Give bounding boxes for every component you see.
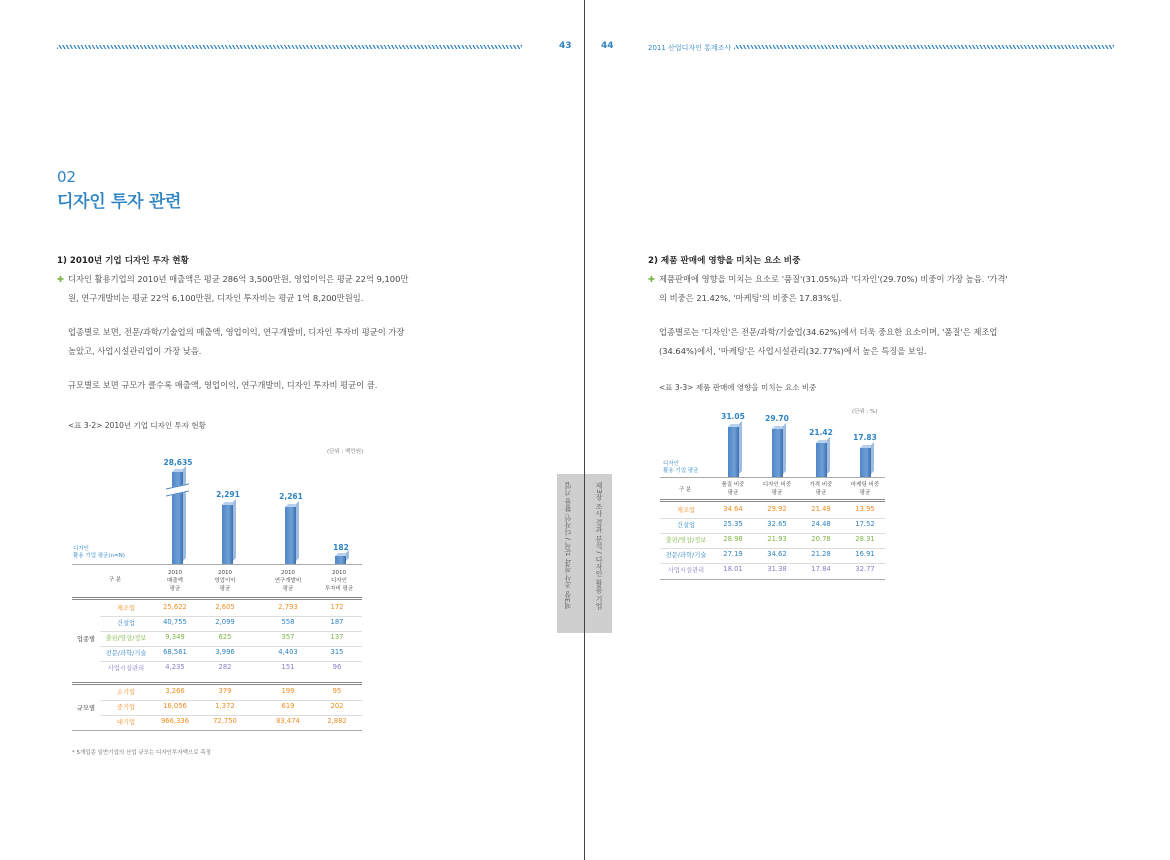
left-table-cell: 72,750 (213, 717, 237, 725)
left-row-label: 소기업 (116, 689, 136, 696)
left-table-cell: 172 (330, 603, 344, 611)
left-col-header-4: 2010 디자인 투자비 평균 (324, 570, 354, 592)
right-row-divider (660, 518, 885, 519)
right-row-divider (660, 548, 885, 549)
right-table-top-rule (660, 477, 885, 478)
left-table-cell: 282 (218, 663, 232, 671)
left-table-group-rule (72, 682, 362, 683)
right-table-cell: 28.31 (855, 535, 875, 543)
right-table-cell: 28.98 (723, 535, 743, 543)
left-para-2: 업종별로 보면, 전문/과학/기술업의 매출액, 영업이익, 연구개발비, 디자인 투자비 평균이 가장 높았고, 사업시설관리업이 가장 낮음. (68, 327, 405, 356)
left-table-cell: 96 (332, 663, 342, 671)
left-table-cell: 3,996 (215, 648, 235, 656)
left-table-cell: 137 (330, 633, 344, 641)
left-bar-2 (222, 505, 233, 564)
page-spine (584, 0, 585, 860)
left-unit: (단위 : 백만원) (327, 449, 364, 455)
side-tab-right-text: 제3장 조사 결과 분석 / 디자인 활용 기업 (595, 482, 603, 610)
header-rule-right (734, 45, 1114, 49)
left-table-cell: 357 (281, 633, 295, 641)
left-sub-heading: 1) 2010년 기업 디자인 투자 현황 (57, 256, 189, 266)
right-row-label: 제조업 (676, 507, 696, 514)
right-table-cell: 24.48 (811, 520, 831, 528)
left-table-cell: 187 (330, 618, 344, 626)
left-table-cell: 83,474 (276, 717, 300, 725)
left-row-label: 건설업 (116, 620, 136, 627)
left-table-cell: 4,235 (165, 663, 185, 671)
left-row-label: 전문/과학/기술 (105, 650, 147, 657)
left-table-cell: 202 (330, 702, 344, 710)
left-table-cell: 40,755 (163, 618, 187, 626)
right-table-cell: 17.52 (855, 520, 875, 528)
left-row-label: 제조업 (116, 605, 136, 612)
right-table-cell: 29.92 (767, 505, 787, 513)
right-col-header-1: 품질 비중 평균 (721, 482, 745, 496)
right-table-cell: 16.91 (855, 550, 875, 558)
left-table-header-rule-2 (72, 599, 362, 600)
left-table-group-rule-2 (72, 684, 362, 685)
section-number: 02 (57, 168, 77, 186)
right-table-cell: 32.77 (855, 565, 875, 573)
right-row-divider (660, 563, 885, 564)
left-footnote: * 5개업종 일반기업의 산업 규모는 디자인투자액으로 측정 (72, 750, 211, 756)
left-table-cell: 2,793 (278, 603, 298, 611)
right-col-header-3: 가격 비중 평균 (809, 482, 833, 496)
left-table-cell: 2,605 (215, 603, 235, 611)
right-table-cell: 25.35 (723, 520, 743, 528)
right-table-cell: 18.01 (723, 565, 743, 573)
left-table-bottom-rule (72, 730, 362, 731)
left-table-cell: 151 (281, 663, 295, 671)
side-tab-left-text: 제3장 조사 결과 분석 / 디자인 활용 기업 (564, 482, 572, 610)
left-table-caption: <표 3-2> 2010년 기업 디자인 투자 현황 (68, 421, 206, 430)
right-bar (816, 443, 827, 477)
left-bar-4 (335, 556, 346, 564)
right-table-cell: 31.38 (767, 565, 787, 573)
left-col-header-2: 2010 영업이익 평균 (214, 570, 236, 592)
left-bar-label-1: 28,635 (163, 458, 193, 467)
left-table-cell: 2,882 (327, 717, 347, 725)
left-row-divider (100, 631, 362, 632)
right-bar (772, 429, 783, 477)
right-page-number: 44 (601, 41, 614, 51)
right-col-header-2: 디자인 비중 평균 (762, 482, 792, 496)
right-table-cell: 21.93 (767, 535, 787, 543)
left-table-cell: 558 (281, 618, 295, 626)
left-bar-label-4: 182 (333, 543, 349, 552)
left-row-divider (100, 646, 362, 647)
right-table-cell: 21.49 (811, 505, 831, 513)
right-table-cell: 20.78 (811, 535, 831, 543)
plus-bullet-icon: ✚ (648, 274, 655, 284)
right-row-divider (660, 533, 885, 534)
left-table-cell: 966,336 (160, 717, 190, 725)
left-table-cell: 3,266 (165, 687, 185, 695)
left-row-divider (100, 661, 362, 662)
left-table-cell: 9,349 (165, 633, 185, 641)
right-bar-label: 31.05 (721, 412, 745, 421)
left-table-cell: 25,622 (163, 603, 187, 611)
right-axis-label: 디자인 활용 기업 평균 (663, 461, 699, 474)
section-title: 디자인 투자 관련 (57, 192, 182, 212)
right-bar (728, 427, 739, 477)
right-sub-heading: 2) 제품 판매에 영향을 미치는 요소 비중 (648, 256, 801, 266)
left-col-header-1: 2010 매출액 평균 (167, 570, 183, 592)
right-table-cell: 27.19 (723, 550, 743, 558)
right-bar (860, 448, 871, 477)
right-table-cell: 21.28 (811, 550, 831, 558)
left-page-number: 43 (559, 41, 572, 51)
left-axis-label: 디자인 활용 기업 평균(n=N) (73, 546, 125, 559)
left-row-divider (100, 715, 362, 716)
left-table-cell: 95 (332, 687, 342, 695)
right-row-label: 출판/영상/정보 (665, 537, 707, 544)
left-table-cell: 619 (281, 702, 295, 710)
left-row-label: 중기업 (116, 704, 136, 711)
left-row-divider (100, 616, 362, 617)
left-para-3: 규모별로 보면 규모가 클수록 매출액, 영업이익, 연구개발비, 디자인 투자비 평균이 큼. (68, 380, 378, 390)
left-para-1: ✚ 디자인 활용기업의 2010년 매출액은 평균 286억 3,500만원, 영업이익은 평균 22억 9,100만 원, 연구개발비는 평균 22억 6,100만원, 디자인 투자비는 평균 1억 8,200만원임. (57, 274, 409, 303)
right-para-2: 업종별로는 '디자인'은 전문/과학/기술업(34.62%)에서 더욱 중요한 요소이며, '품질'은 제조업 (34.64%)에서, '마케팅'은 사업시설관리(32.77%)에서 높은 특징을 보임. (659, 327, 998, 356)
left-table-cell: 315 (330, 648, 344, 656)
right-bar-label: 21.42 (809, 428, 833, 437)
right-bar-label: 17.83 (853, 433, 877, 442)
right-para-1: ✚ 제품판매에 영향을 미치는 요소로 '품질'(31.05%)과 '디자인'(29.70%) 비중이 가장 높음. '가격' 의 비중은 21.42%, '마케팅'의 비중은 17.83%임. (648, 274, 1008, 303)
left-table-cell: 68,561 (163, 648, 187, 656)
header-rule-left (57, 45, 522, 49)
left-row-header: 구 분 (108, 577, 122, 583)
left-group-industry: 업종별 (76, 636, 96, 643)
left-row-label: 사업시설관리 (107, 665, 145, 672)
right-row-label: 사업시설관리 (667, 567, 705, 574)
left-table-cell: 625 (218, 633, 232, 641)
left-table-cell: 2,099 (215, 618, 235, 626)
right-table-cell: 17.84 (811, 565, 831, 573)
right-table-cell: 13.95 (855, 505, 875, 513)
running-title: 2011 산업디자인 통계조사 (648, 44, 732, 52)
right-row-label: 건설업 (676, 522, 696, 529)
right-table-cell: 34.64 (723, 505, 743, 513)
plus-bullet-icon: ✚ (57, 274, 64, 284)
right-table-caption: <표 3-3> 제품 판매에 영향을 미치는 요소 비중 (659, 383, 817, 392)
left-table-cell: 199 (281, 687, 295, 695)
right-row-header: 구 분 (678, 487, 692, 493)
left-bar-3 (285, 507, 296, 564)
right-unit: (단위 : %) (852, 409, 878, 415)
left-group-size: 규모별 (76, 705, 96, 712)
right-table-header-rule (660, 499, 885, 500)
left-table-cell: 379 (218, 687, 232, 695)
left-table-header-rule (72, 597, 362, 598)
left-table-top-rule (72, 564, 362, 565)
right-row-label: 전문/과학/기술 (665, 552, 707, 559)
left-table-cell: 16,056 (163, 702, 187, 710)
left-table-cell: 1,372 (215, 702, 235, 710)
right-col-header-4: 마케팅 비중 평균 (850, 482, 880, 496)
right-bar-label: 29.70 (765, 414, 789, 423)
right-table-header-rule-2 (660, 501, 885, 502)
left-row-divider (100, 700, 362, 701)
right-table-cell: 34.62 (767, 550, 787, 558)
left-row-label: 대기업 (116, 719, 136, 726)
right-table-bottom-rule (660, 579, 885, 580)
left-bar-label-3: 2,261 (279, 492, 303, 501)
right-table-cell: 32.65 (767, 520, 787, 528)
left-col-header-3: 2010 연구개발비 평균 (274, 570, 302, 592)
left-row-label: 출판/영상/정보 (105, 635, 147, 642)
left-table-cell: 4,403 (278, 648, 298, 656)
left-bar-label-2: 2,291 (216, 490, 240, 499)
